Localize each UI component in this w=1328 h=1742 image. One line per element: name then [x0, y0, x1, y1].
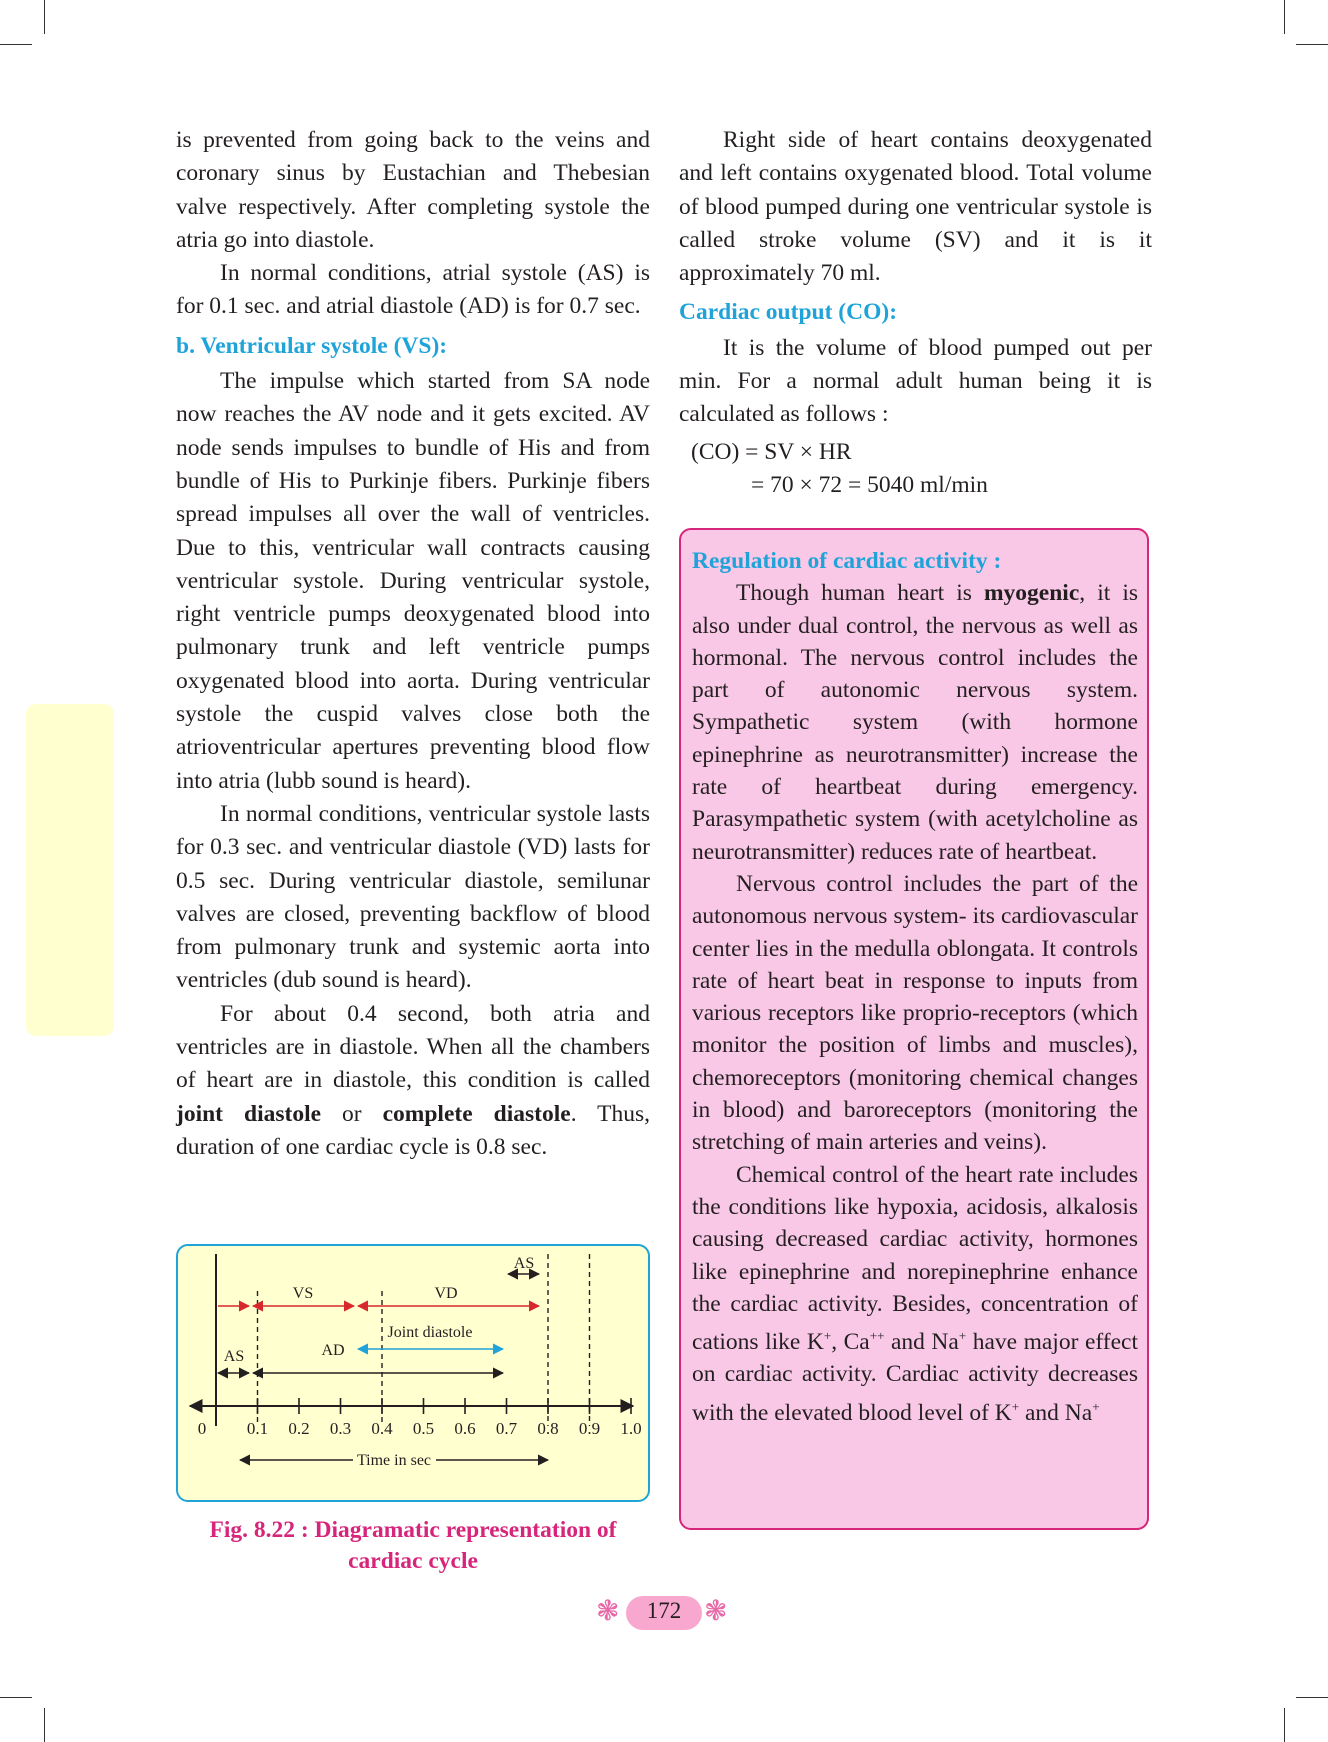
crop-mark — [0, 44, 32, 45]
text-run: , Ca — [831, 1328, 870, 1355]
caption-line: cardiac cycle — [348, 1548, 478, 1574]
tick-label: 0.1 — [246, 1419, 269, 1438]
label-as: AS — [223, 1348, 245, 1365]
superscript: + — [823, 1328, 832, 1344]
superscript: ++ — [869, 1328, 885, 1344]
formula-line: = 70 × 72 = 5040 ml/min — [751, 471, 988, 498]
paragraph: Nervous control includes the part of the autonomous nervous system- its cardiovascular center lies in the medulla oblongata. It controls rate of heart beat in response to inputs from various receptors like proprio-receptors (which monitor the position of limbs and muscles), chemoreceptors (monitoring chemical changes in blood) and baroreceptors (monitoring the stretching of main arteries and veins). — [692, 870, 1138, 1156]
flower-icon: ❃ — [596, 1596, 620, 1627]
paragraph: Right side of heart contains deoxygenated and left contains oxygenated blood. Total volume of blood pumped during one ventricular systole is called stroke volume (SV) and it is it approximately 70 ml. — [679, 127, 1152, 287]
tick-label: 0.5 — [412, 1419, 435, 1438]
superscript: + — [1011, 1398, 1020, 1414]
label-vd: VD — [434, 1285, 458, 1302]
label-ad: AD — [321, 1342, 345, 1359]
tick-label: 0.4 — [371, 1419, 393, 1438]
tick-label: 0.3 — [329, 1419, 352, 1438]
paragraph — [176, 998, 650, 1164]
tick-label: 0.8 — [537, 1419, 559, 1438]
paragraph: It is the volume of blood pumped out per min. For a normal adult human being it is calculated as follows : — [679, 334, 1152, 428]
paragraph — [692, 1159, 1138, 1429]
crop-mark — [1284, 1708, 1285, 1742]
text-run: and Na — [884, 1328, 959, 1355]
label-time: Time in sec — [356, 1452, 432, 1469]
tick-label: 0.7 — [495, 1419, 518, 1438]
bold-term: joint diastole — [176, 1100, 322, 1127]
tick-label: 0.2 — [288, 1419, 310, 1438]
tick-label: 1.0 — [620, 1419, 642, 1438]
box-heading: Regulation of cardiac activity : — [692, 548, 1002, 574]
tick-labels — [198, 1419, 642, 1438]
paragraph: In normal conditions, ventricular systole lasts for 0.3 sec. and ventricular diastole (VD) lasts for 0.5 sec. During ventricular diastole, semilunar valves are closed, preventing backflow of blood from pulmonary trunk and systemic aorta into ventricles (dub sound is heard). — [176, 800, 650, 994]
paragraph: In normal conditions, atrial systole (AS) is for 0.1 sec. and atrial diastole (AD) is for 0.7 sec. — [176, 260, 650, 320]
paragraph: is prevented from going back to the veins and coronary sinus by Eustachian and Thebesian valve respectively. After completing systole the atria go into diastole. — [176, 127, 650, 253]
text-run: and Na — [1019, 1399, 1093, 1426]
text-run: Though human heart is — [736, 580, 984, 607]
section-heading: Cardiac output (CO): — [679, 299, 898, 326]
label-joint-diastole: Joint diastole — [387, 1324, 473, 1341]
section-heading: b. Ventricular systole (VS): — [176, 332, 448, 359]
crop-mark — [1296, 44, 1328, 45]
label-as-top: AS — [513, 1255, 535, 1272]
bold-term: complete diastole — [382, 1100, 571, 1127]
text-run: For about 0.4 second, both atria and ventricles are in diastole. When all the chambers of heart are in diastole, this condition is called — [176, 1000, 650, 1094]
page-number: 172 — [646, 1598, 682, 1623]
crop-mark — [0, 1697, 32, 1698]
label-vs: VS — [292, 1285, 314, 1302]
text-run: Chemical control of the heart rate includes the conditions like hypoxia, acidosis, alkalosis causing decreased cardiac activity, hormones like epinephrine and norepinephrine enhance the cardiac activity. Besides, concentration of cations like K — [692, 1161, 1138, 1355]
side-tab — [26, 704, 114, 1036]
text-run: . Thus, duration of one cardiac cycle is 0.8 sec. — [176, 1100, 651, 1160]
text-run: , it is also under dual control, the nervous as well as hormonal. The nervous control includes the part of autonomic nervous system. Sympathetic system (with hormone epinephrine as neurotransmitter) increase the rate of heartbeat during emergency. Parasympathetic system (with acetylcholine as neurotransmitter) reduces rate of heartbeat. — [692, 580, 1138, 865]
diagram-svg — [178, 1246, 647, 1499]
flower-icon: ❃ — [704, 1596, 728, 1627]
right-column — [679, 124, 1152, 502]
text-run: or — [321, 1100, 383, 1127]
paragraph — [692, 577, 1138, 868]
superscript: + — [958, 1328, 967, 1344]
left-column — [176, 124, 650, 1164]
crop-mark — [1296, 1697, 1328, 1698]
text-run: have major effect on cardiac activity. Cardiac activity decreases with the elevated blood level of K — [692, 1328, 1138, 1426]
crop-mark — [1284, 0, 1285, 34]
page-number-badge — [596, 1594, 732, 1632]
formula-line: (CO) = SV × HR — [691, 438, 852, 465]
tick-label: 0.9 — [578, 1419, 601, 1438]
tick-label: 0 — [197, 1419, 207, 1438]
regulation-text — [692, 545, 1138, 1429]
bold-term: myogenic — [983, 580, 1080, 607]
caption-line: Fig. 8.22 : Diagramatic representation of — [209, 1517, 617, 1543]
cardiac-cycle-diagram — [176, 1244, 650, 1502]
tick-label: 0.6 — [454, 1419, 476, 1438]
figure-caption — [176, 1515, 650, 1577]
crop-mark — [44, 0, 45, 34]
paragraph: The impulse which started from SA node now reaches the AV node and it gets excited. AV node sends impulses to bundle of His and from bundle of His to Purkinje fibers. Purkinje fibers spread impulses all over the wall of ventricles. Due to this, ventricular wall contracts causing ventricular systole. During ventricular systole, right ventricle pumps deoxygenated blood into pulmonary trunk and left ventricle pumps oxygenated blood into aorta. During ventricular systole the cuspid valves close both the atrioventricular apertures preventing blood flow into atria (lubb sound is heard). — [176, 368, 650, 794]
crop-mark — [44, 1708, 45, 1742]
superscript: + — [1092, 1398, 1100, 1414]
